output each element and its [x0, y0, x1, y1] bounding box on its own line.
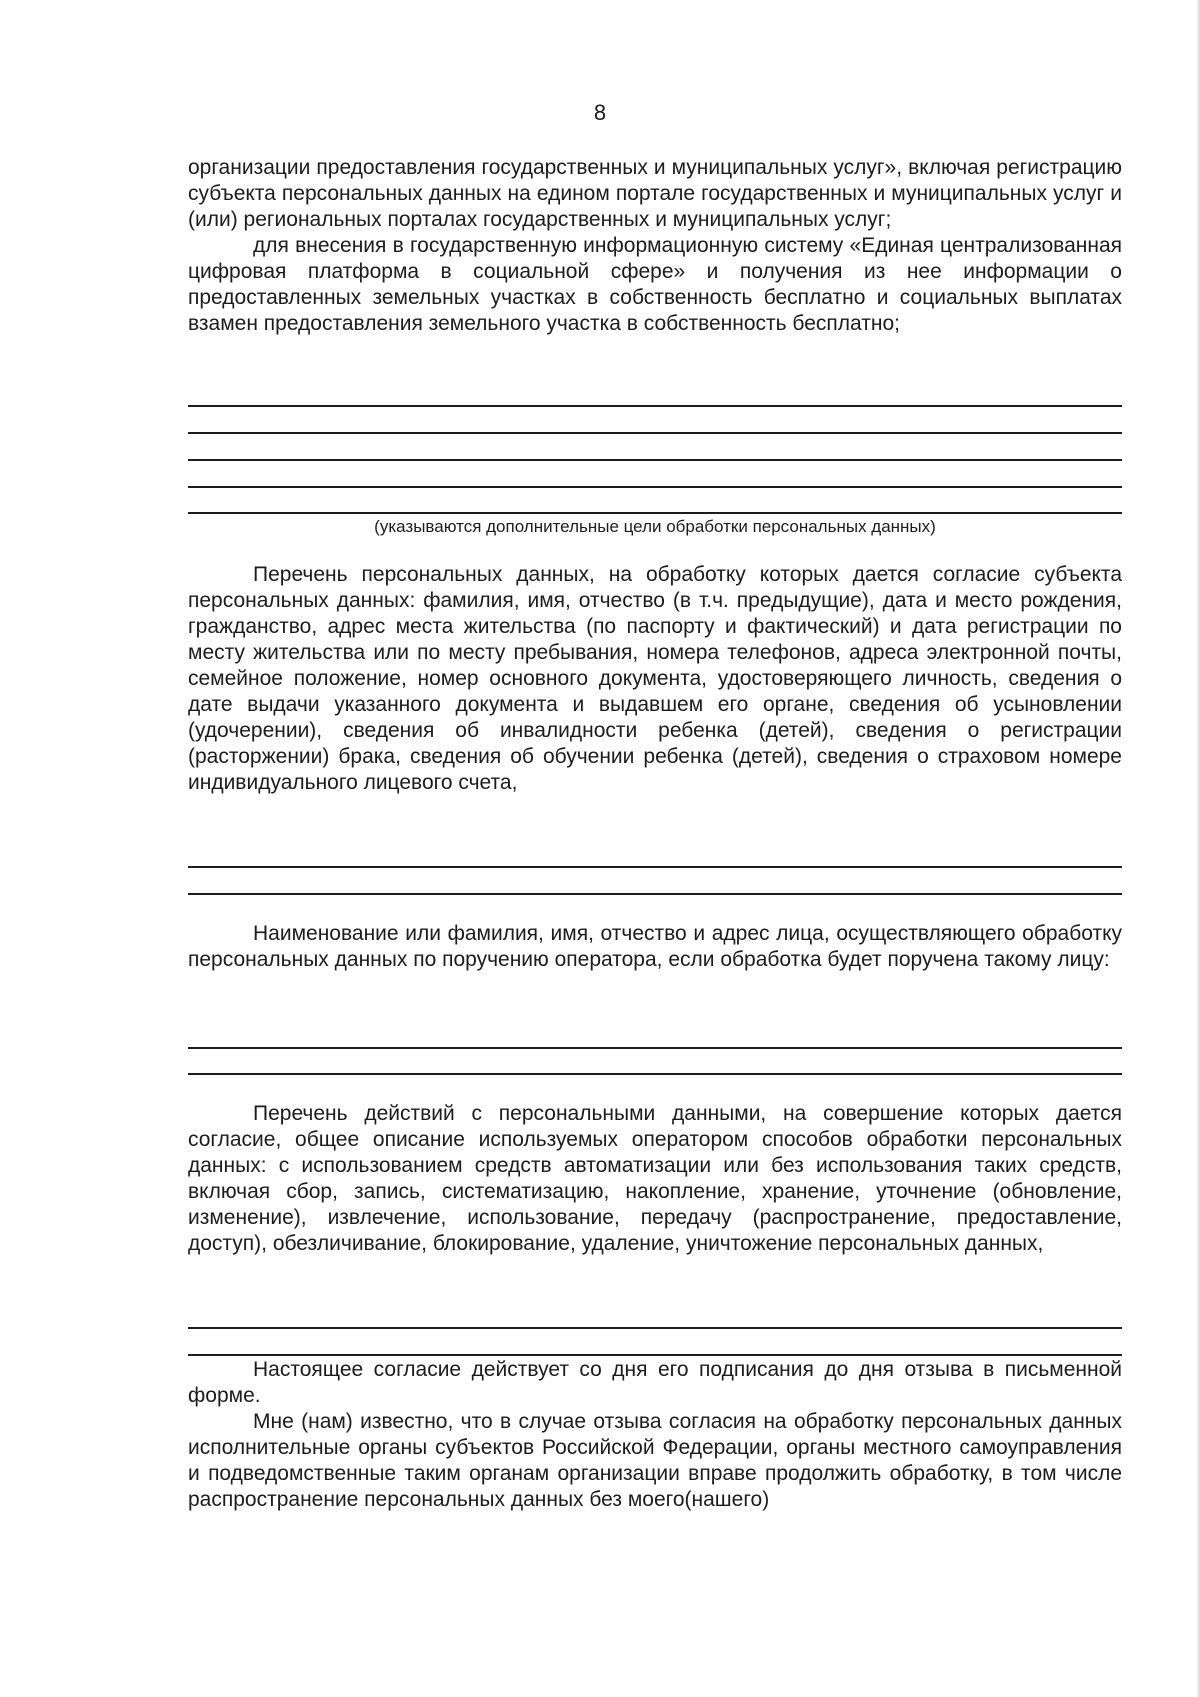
- page-number: 8: [593, 100, 607, 125]
- fill-line-7[interactable]: [188, 893, 1122, 895]
- paragraph-personal-data-list: Перечень персональных данных, на обработку которых дается согласие субъекта персональных данных: фамилия, имя, отчество (в т.ч. предыдущие), дата и место рождения, гражданство, адрес места жительства (по паспорту и фактический) и дата регистрации по месту жительства или по месту пребывания, номера телефонов, адреса электронной почты, семейное положение, номер основного документа, удостоверяющего личность, сведения о дате выдачи указанного документа и выдавшем его органе, сведения об усыновлении (удочерении), сведения об инвалидности ребенка (детей), сведения о регистрации (расторжении) брака, сведения об обучении ребенка (детей), сведения о страховом номере индивидуального лицевого счета,: [188, 563, 1122, 794]
- personal-data-list-block: [188, 562, 1122, 796]
- fill-line-2[interactable]: [188, 432, 1122, 434]
- fill-line-3[interactable]: [188, 459, 1122, 461]
- fill-line-5[interactable]: [188, 512, 1122, 514]
- paragraph-withdrawal: Мне (нам) известно, что в случае отзыва согласия на обработку персональных данных исполнительные органы субъектов Российской Федерации, органы местного самоуправления и подведомственные таким органам организации вправе продолжить обработку, в том числе распространение персональных данных без моего(нашего): [188, 1410, 1122, 1511]
- actions-block: [188, 1101, 1122, 1257]
- paragraph-services: организации предоставления государственных и муниципальных услуг», включая регистрацию субъекта персональных данных на едином портале государственных и муниципальных услуг и (или) региональных порталах государственных и муниципальных услуг;: [188, 156, 1122, 231]
- fill-line-6[interactable]: [188, 866, 1122, 868]
- purposes-block: [188, 155, 1122, 337]
- processor-block: [188, 921, 1122, 973]
- scan-edge-shadow: [1196, 0, 1200, 1697]
- fill-line-8[interactable]: [188, 1047, 1122, 1049]
- paragraph-actions: Перечень действий с персональными данными, на совершение которых дается согласие, общее описание используемых оператором способов обработки персональных данных: с использованием средств автоматизации или без использования таких средств, включая сбор, запись, систематизацию, накопление, хранение, уточнение (обновление, изменение), извлечение, использование, передачу (распространение, предоставление, доступ), обезличивание, блокирование, удаление, уничтожение персональных данных,: [188, 1102, 1122, 1255]
- paragraph-platform: для внесения в государственную информационную систему «Единая централизованная цифровая платформа в социальной сфере» и получения из нее информации о предоставленных земельных участках в собственность бесплатно и социальных выплатах взамен предоставления земельного участка в собственность бесплатно;: [188, 234, 1122, 335]
- additional-purposes-caption: (указываются дополнительные цели обработки персональных данных): [374, 517, 936, 536]
- fill-line-9[interactable]: [188, 1073, 1122, 1075]
- paragraph-processor: Наименование или фамилия, имя, отчество и адрес лица, осуществляющего обработку персональных данных по поручению оператора, если обработка будет поручена такому лицу:: [188, 922, 1122, 971]
- fill-line-4[interactable]: [188, 486, 1122, 488]
- paragraph-validity: Настоящее согласие действует со дня его подписания до дня отзыва в письменной форме.: [188, 1358, 1122, 1407]
- fill-line-11[interactable]: [188, 1354, 1122, 1356]
- fill-line-10[interactable]: [188, 1327, 1122, 1329]
- validity-block: [188, 1357, 1122, 1513]
- fill-line-1[interactable]: [188, 405, 1122, 407]
